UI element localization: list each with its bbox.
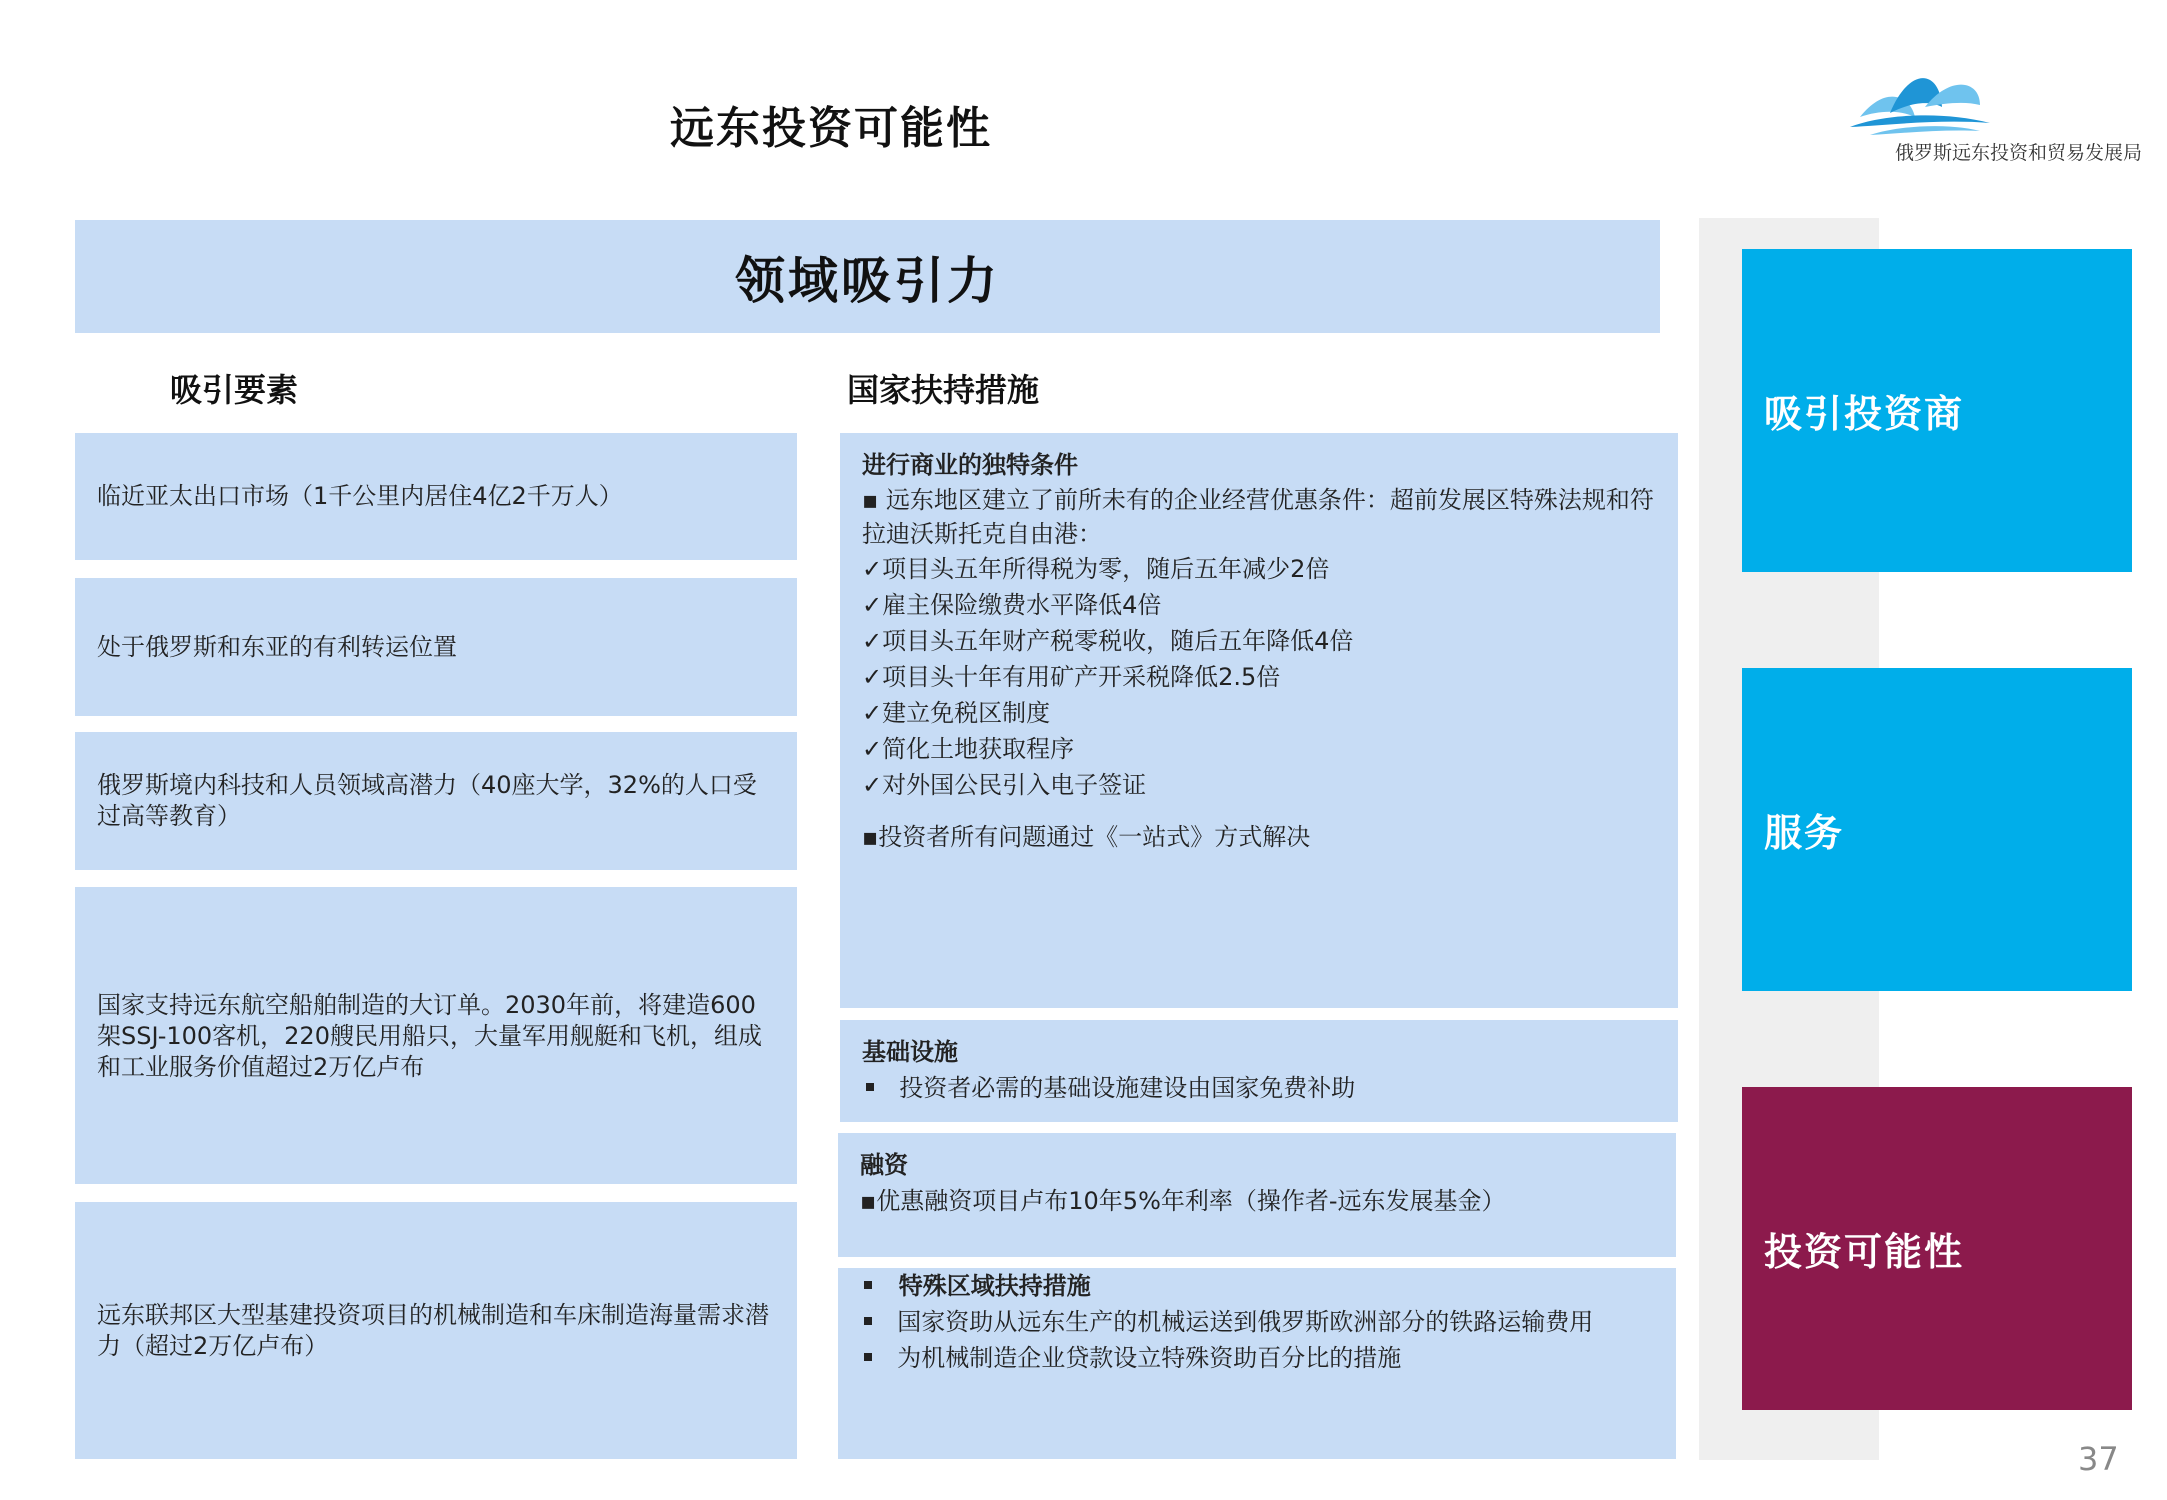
check-item: ✓项目头五年所得税为零，随后五年减少2倍 bbox=[862, 555, 1330, 583]
attraction-item-text: 处于俄罗斯和东亚的有利转运位置 bbox=[97, 632, 457, 661]
attraction-item-text: 临近亚太出口市场（1千公里内居住4亿2千万人） bbox=[97, 482, 623, 510]
nav-card-label: 吸引投资商 bbox=[1764, 392, 1965, 436]
infrastructure-box bbox=[840, 1020, 1678, 1122]
attraction-item bbox=[75, 732, 797, 870]
bullet-icon bbox=[864, 1317, 872, 1325]
special-measures-heading: 特殊区域扶持措施 bbox=[898, 1272, 1091, 1300]
check-item: ✓项目头五年财产税零税收，随后五年降低4倍 bbox=[862, 627, 1354, 655]
check-item: ✓雇主保险缴费水平降低4倍 bbox=[862, 591, 1162, 619]
finance-item: ▪优惠融资项目卢布10年5%年利率（操作者-远东发展基金） bbox=[860, 1187, 1506, 1215]
attraction-item bbox=[75, 1202, 797, 1459]
check-item: ✓建立免税区制度 bbox=[862, 699, 1051, 727]
infrastructure-heading: 基础设施 bbox=[862, 1038, 958, 1066]
special-measures-box bbox=[838, 1268, 1676, 1459]
infrastructure-item: 投资者必需的基础设施建设由国家免费补助 bbox=[899, 1074, 1356, 1102]
check-item: ✓项目头十年有用矿产开采税降低2.5倍 bbox=[862, 663, 1281, 691]
special-measures-item: 为机械制造企业贷款设立特殊资助百分比的措施 bbox=[897, 1344, 1402, 1372]
nav-card-services[interactable] bbox=[1742, 668, 2132, 991]
attraction-item bbox=[75, 887, 797, 1184]
attraction-item-text: 俄罗斯境内科技和人员领域高潜力（40座大学，32%的人口受过高等教育） bbox=[97, 771, 757, 830]
nav-card-attract-investors[interactable] bbox=[1742, 249, 2132, 572]
attraction-item bbox=[75, 578, 797, 716]
nav-card-label: 投资可能性 bbox=[1764, 1230, 1965, 1274]
section-banner: 领域吸引力 bbox=[75, 220, 1660, 333]
bullet-icon bbox=[864, 1353, 872, 1361]
bullet-icon bbox=[866, 1083, 874, 1091]
org-name: 俄罗斯远东投资和贸易发展局 bbox=[1895, 142, 2143, 164]
page-title: 远东投资可能性 bbox=[670, 103, 992, 154]
one-stop-item: ▪投资者所有问题通过《一站式》方式解决 bbox=[862, 823, 1311, 851]
business-conditions-heading: 进行商业的独特条件 bbox=[862, 451, 1078, 479]
check-item: ✓对外国公民引入电子签证 bbox=[862, 771, 1147, 799]
special-measures-item: 国家资助从远东生产的机械运送到俄罗斯欧洲部分的铁路运输费用 bbox=[897, 1308, 1594, 1336]
left-column-heading: 吸引要素 bbox=[170, 371, 299, 409]
attraction-item-text: 国家支持远东航空船舶制造的大订单。2030年前，将建造600架SSJ-100客机，220艘民用船只，大量军用舰艇和飞机，组成和工业服务价值超过2万亿卢布 bbox=[97, 991, 762, 1081]
finance-heading: 融资 bbox=[860, 1151, 908, 1179]
business-conditions-intro: ▪ 远东地区建立了前所未有的企业经营优惠条件：超前发展区特殊法规和符拉迪沃斯托克自由港： bbox=[862, 486, 1654, 548]
nav-card-label: 服务 bbox=[1764, 811, 1845, 855]
finance-box bbox=[838, 1133, 1676, 1257]
nav-card-investment-opportunities[interactable] bbox=[1742, 1087, 2132, 1410]
lotus-logo-icon bbox=[1830, 55, 2000, 145]
attraction-item bbox=[75, 433, 797, 560]
bullet-icon bbox=[864, 1281, 872, 1289]
attraction-item-text: 远东联邦区大型基建投资项目的机械制造和车床制造海量需求潜力（超过2万亿卢布） bbox=[97, 1300, 769, 1360]
right-column-heading: 国家扶持措施 bbox=[847, 371, 1040, 409]
business-conditions-box bbox=[840, 433, 1678, 1008]
check-item: ✓简化土地获取程序 bbox=[862, 735, 1075, 763]
page-number: 37 bbox=[2078, 1440, 2119, 1478]
